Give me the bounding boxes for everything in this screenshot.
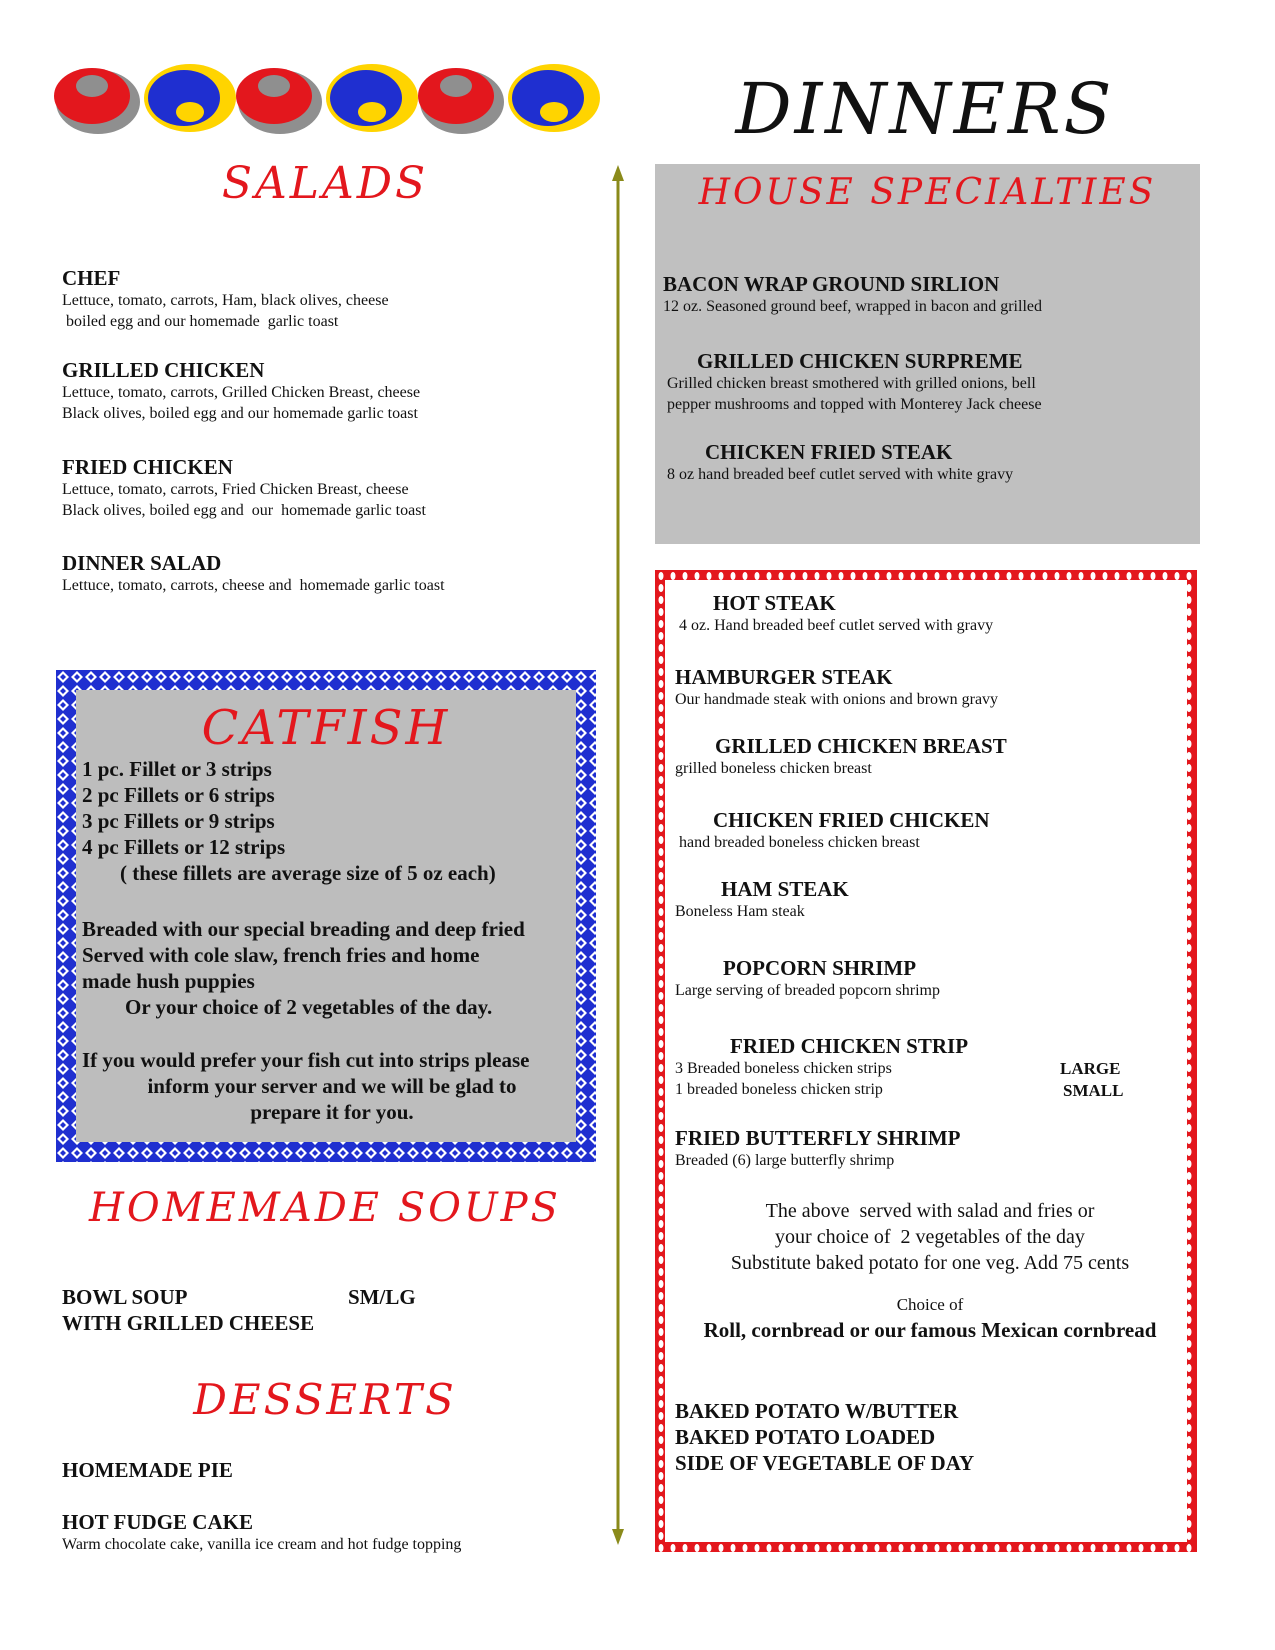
dinner-desc: 4 oz. Hand breaded beef cutlet served with gravy — [679, 617, 994, 634]
salads-heading: SALADS — [221, 158, 429, 209]
salad-desc: Lettuce, tomato, carrots, cheese and homemade garlic toast — [62, 577, 445, 594]
dinner-name: POPCORN SHRIMP — [723, 956, 917, 980]
catfish-note-line: If you would prefer your fish cut into strips please — [82, 1048, 530, 1072]
side-item: BAKED POTATO LOADED — [675, 1425, 936, 1449]
salad-name: FRIED CHICKEN — [62, 455, 233, 479]
dinner-name: FRIED BUTTERFLY SHRIMP — [675, 1126, 961, 1150]
side-item: BAKED POTATO W/BUTTER — [675, 1399, 959, 1423]
dinner-desc: 3 Breaded boneless chicken strips — [675, 1060, 892, 1077]
house-name: GRILLED CHICKEN SURPREME — [697, 349, 1023, 373]
house-desc: pepper mushrooms and topped with Monterey Jack cheese — [667, 396, 1042, 413]
catfish-options — [82, 756, 582, 886]
dinner-desc: Large serving of breaded popcorn shrimp — [675, 982, 940, 999]
served-line: your choice of 2 vegetables of the day — [775, 1226, 1085, 1248]
dinner-desc: hand breaded boneless chicken breast — [679, 834, 920, 851]
dinner-name: HAM STEAK — [721, 877, 849, 901]
served-line: The above served with salad and fries or — [765, 1200, 1095, 1222]
bread-choice: Roll, cornbread or our famous Mexican cornbread — [703, 1318, 1157, 1342]
choice-label: Choice of — [896, 1295, 964, 1314]
salad-desc: Lettuce, tomato, carrots, Ham, black olives, cheese — [62, 292, 389, 309]
dinner-item — [675, 1126, 1175, 1171]
salad-item — [62, 358, 602, 424]
salad-item — [62, 455, 602, 521]
blue-circle-3 — [508, 64, 600, 132]
salad-name: DINNER SALAD — [62, 551, 222, 575]
dinner-desc: Boneless Ham steak — [675, 903, 805, 920]
catfish-option: 1 pc. Fillet or 3 strips — [82, 757, 272, 781]
salad-desc: boiled egg and our homemade garlic toast — [62, 313, 339, 330]
dessert-name: HOT FUDGE CAKE — [62, 1510, 253, 1534]
divider-arrow — [608, 165, 628, 1545]
dinner-item — [675, 591, 1175, 636]
dinner-name: HOT STEAK — [713, 591, 836, 615]
soups-heading: HOMEMADE SOUPS — [89, 1185, 561, 1231]
page-title: DINNERS — [735, 68, 1115, 150]
dinner-item — [675, 808, 1175, 853]
dinner-item — [675, 956, 1175, 1001]
catfish-desc-line: Breaded with our special breading and deep fried — [82, 917, 525, 941]
decorative-circles — [50, 60, 605, 140]
house-name: CHICKEN FRIED STEAK — [705, 440, 953, 464]
dinner-item — [675, 734, 1175, 779]
red-circle-2 — [236, 68, 322, 134]
served-line: Substitute baked potato for one veg. Add 75 cents — [730, 1252, 1130, 1274]
dinner-item — [675, 665, 1175, 710]
house-desc: 12 oz. Seasoned ground beef, wrapped in bacon and grilled — [663, 298, 1042, 315]
red-circle-1 — [54, 68, 140, 134]
house-desc: Grilled chicken breast smothered with grilled onions, bell — [667, 375, 1036, 392]
dinner-desc: grilled boneless chicken breast — [675, 760, 872, 777]
soup-size: SM/LG — [348, 1285, 416, 1309]
size-label: LARGE — [1060, 1059, 1121, 1078]
dessert-item: HOMEMADE PIE — [62, 1458, 233, 1482]
catfish-option: 3 pc Fillets or 9 strips — [82, 809, 275, 833]
dessert-desc: Warm chocolate cake, vanilla ice cream and hot fudge topping — [62, 1536, 462, 1553]
sides-list — [675, 1398, 1175, 1476]
catfish-description — [82, 916, 582, 1020]
catfish-option: 2 pc Fillets or 6 strips — [82, 783, 275, 807]
salad-desc: Black olives, boiled egg and our homemade garlic toast — [62, 405, 418, 422]
house-item — [667, 349, 1197, 415]
salad-desc: Lettuce, tomato, carrots, Fried Chicken Breast, cheese — [62, 481, 409, 498]
dinner-name: CHICKEN FRIED CHICKEN — [713, 808, 990, 832]
catfish-desc-line: made hush puppies — [82, 969, 255, 993]
salad-desc: Black olives, boiled egg and our homemade garlic toast — [62, 502, 426, 519]
size-label: SMALL — [1063, 1081, 1124, 1100]
blue-circle-1 — [144, 64, 236, 132]
catfish-option: 4 pc Fillets or 12 strips — [82, 835, 286, 859]
house-item — [667, 440, 1197, 485]
salad-desc: Lettuce, tomato, carrots, Grilled Chicken Breast, cheese — [62, 384, 421, 401]
desserts-heading: DESSERTS — [193, 1375, 457, 1424]
dinner-desc: 1 breaded boneless chicken strip — [675, 1081, 883, 1098]
dessert-item — [62, 1510, 602, 1555]
house-item — [663, 272, 1193, 317]
house-heading: HOUSE SPECIALTIES — [698, 172, 1157, 213]
soup-item — [62, 1284, 602, 1336]
catfish-desc-line: Served with cole slaw, french fries and home — [82, 943, 480, 967]
dinner-name: HAMBURGER STEAK — [675, 665, 893, 689]
dinner-name: GRILLED CHICKEN BREAST — [715, 734, 1007, 758]
salad-item — [62, 266, 602, 332]
salad-item — [62, 551, 602, 596]
salad-name: CHEF — [62, 266, 121, 290]
side-item: SIDE OF VEGETABLE OF DAY — [675, 1451, 975, 1475]
dinner-name: FRIED CHICKEN STRIP — [730, 1034, 969, 1058]
catfish-heading: CATFISH — [201, 700, 451, 756]
catfish-strips-note — [82, 1047, 582, 1125]
house-desc: 8 oz hand breaded beef cutlet served with white gravy — [667, 466, 1014, 483]
catfish-note-line: prepare it for you. — [250, 1100, 414, 1124]
house-name: BACON WRAP GROUND SIRLION — [663, 272, 1000, 296]
served-note — [675, 1198, 1185, 1276]
soup-line: BOWL SOUP — [62, 1285, 188, 1309]
catfish-desc-line: Or your choice of 2 vegetables of the day. — [125, 995, 493, 1019]
soup-line: WITH GRILLED CHEESE — [62, 1311, 315, 1335]
blue-circle-2 — [326, 64, 418, 132]
dinner-desc: Our handmade steak with onions and brown gravy — [675, 691, 999, 708]
dinner-desc: Breaded (6) large butterfly shrimp — [675, 1152, 895, 1169]
dinner-item — [675, 877, 1175, 922]
salad-name: GRILLED CHICKEN — [62, 358, 265, 382]
red-circle-3 — [418, 68, 504, 134]
catfish-note-line: inform your server and we will be glad to — [147, 1074, 517, 1098]
catfish-note: ( these fillets are average size of 5 oz each) — [120, 861, 496, 885]
